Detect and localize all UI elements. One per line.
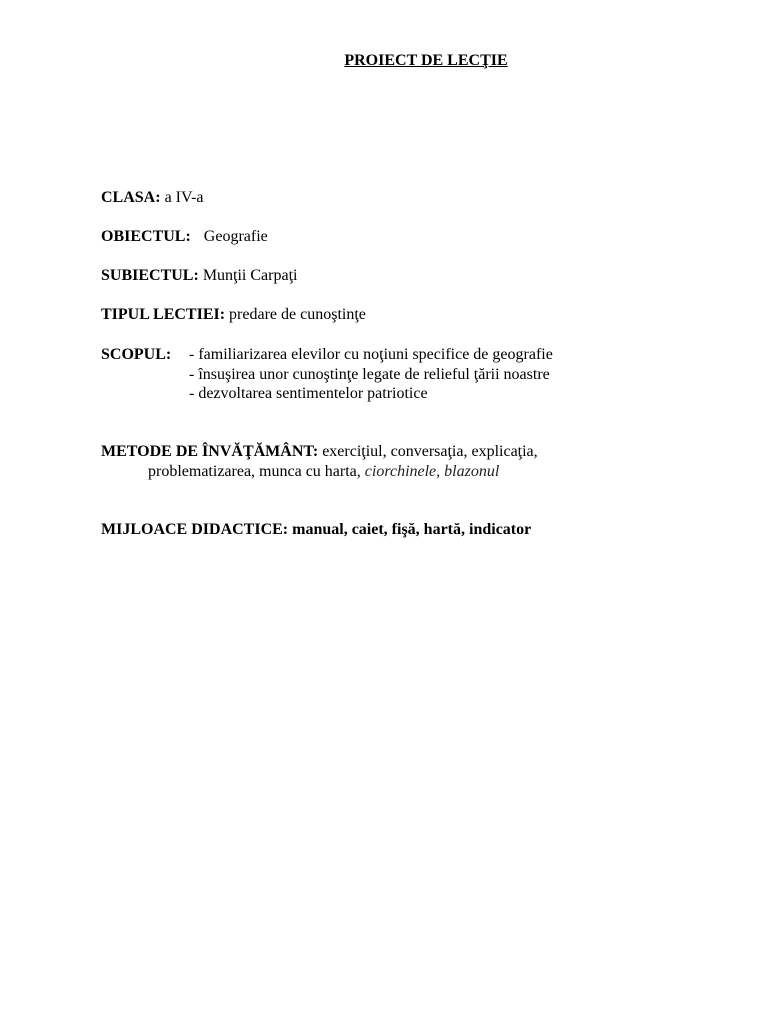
metode-label: METODE DE ÎNVĂŢĂMÂNT: xyxy=(101,443,319,460)
scopul-label: SCOPUL: xyxy=(101,346,172,363)
clasa-value: a IV-a xyxy=(164,189,204,206)
metode-value-1: exerciţiul, conversaţia, explicaţia, xyxy=(322,443,538,460)
subiectul-label: SUBIECTUL: xyxy=(101,267,199,284)
clasa-label: CLASA: xyxy=(101,189,161,206)
scopul-line xyxy=(101,346,171,364)
clasa-line xyxy=(101,189,204,207)
document-title: PROIECT DE LECŢIE xyxy=(344,52,508,69)
scopul-item: - însuşirea unor cunoştinţe legate de relieful ţării noastre xyxy=(189,366,550,383)
tipul-line xyxy=(101,306,366,324)
scopul-item: - dezvoltarea sentimentelor patriotice xyxy=(189,385,428,402)
obiectul-label: OBIECTUL: xyxy=(101,228,191,245)
metode-value-italic: ciorchinele, blazonul xyxy=(364,463,500,480)
mijloace-value: manual, caiet, fişă, hartă, indicator xyxy=(292,521,532,538)
metode-value-2: problematizarea, munca cu harta, xyxy=(148,463,361,480)
metode-line xyxy=(101,443,538,461)
metode-continuation xyxy=(148,463,499,481)
mijloace-label: MIJLOACE DIDACTICE: xyxy=(101,521,289,538)
subiectul-line xyxy=(101,267,297,285)
scopul-item: - familiarizarea elevilor cu noţiuni specifice de geografie xyxy=(189,346,553,363)
tipul-value: predare de cunoştinţe xyxy=(229,306,366,323)
subiectul-value: Munţii Carpaţi xyxy=(202,267,298,284)
obiectul-value: Geografie xyxy=(203,228,268,245)
obiectul-line xyxy=(101,228,268,246)
mijloace-line xyxy=(101,521,531,539)
tipul-label: TIPUL LECTIEI: xyxy=(101,306,226,323)
